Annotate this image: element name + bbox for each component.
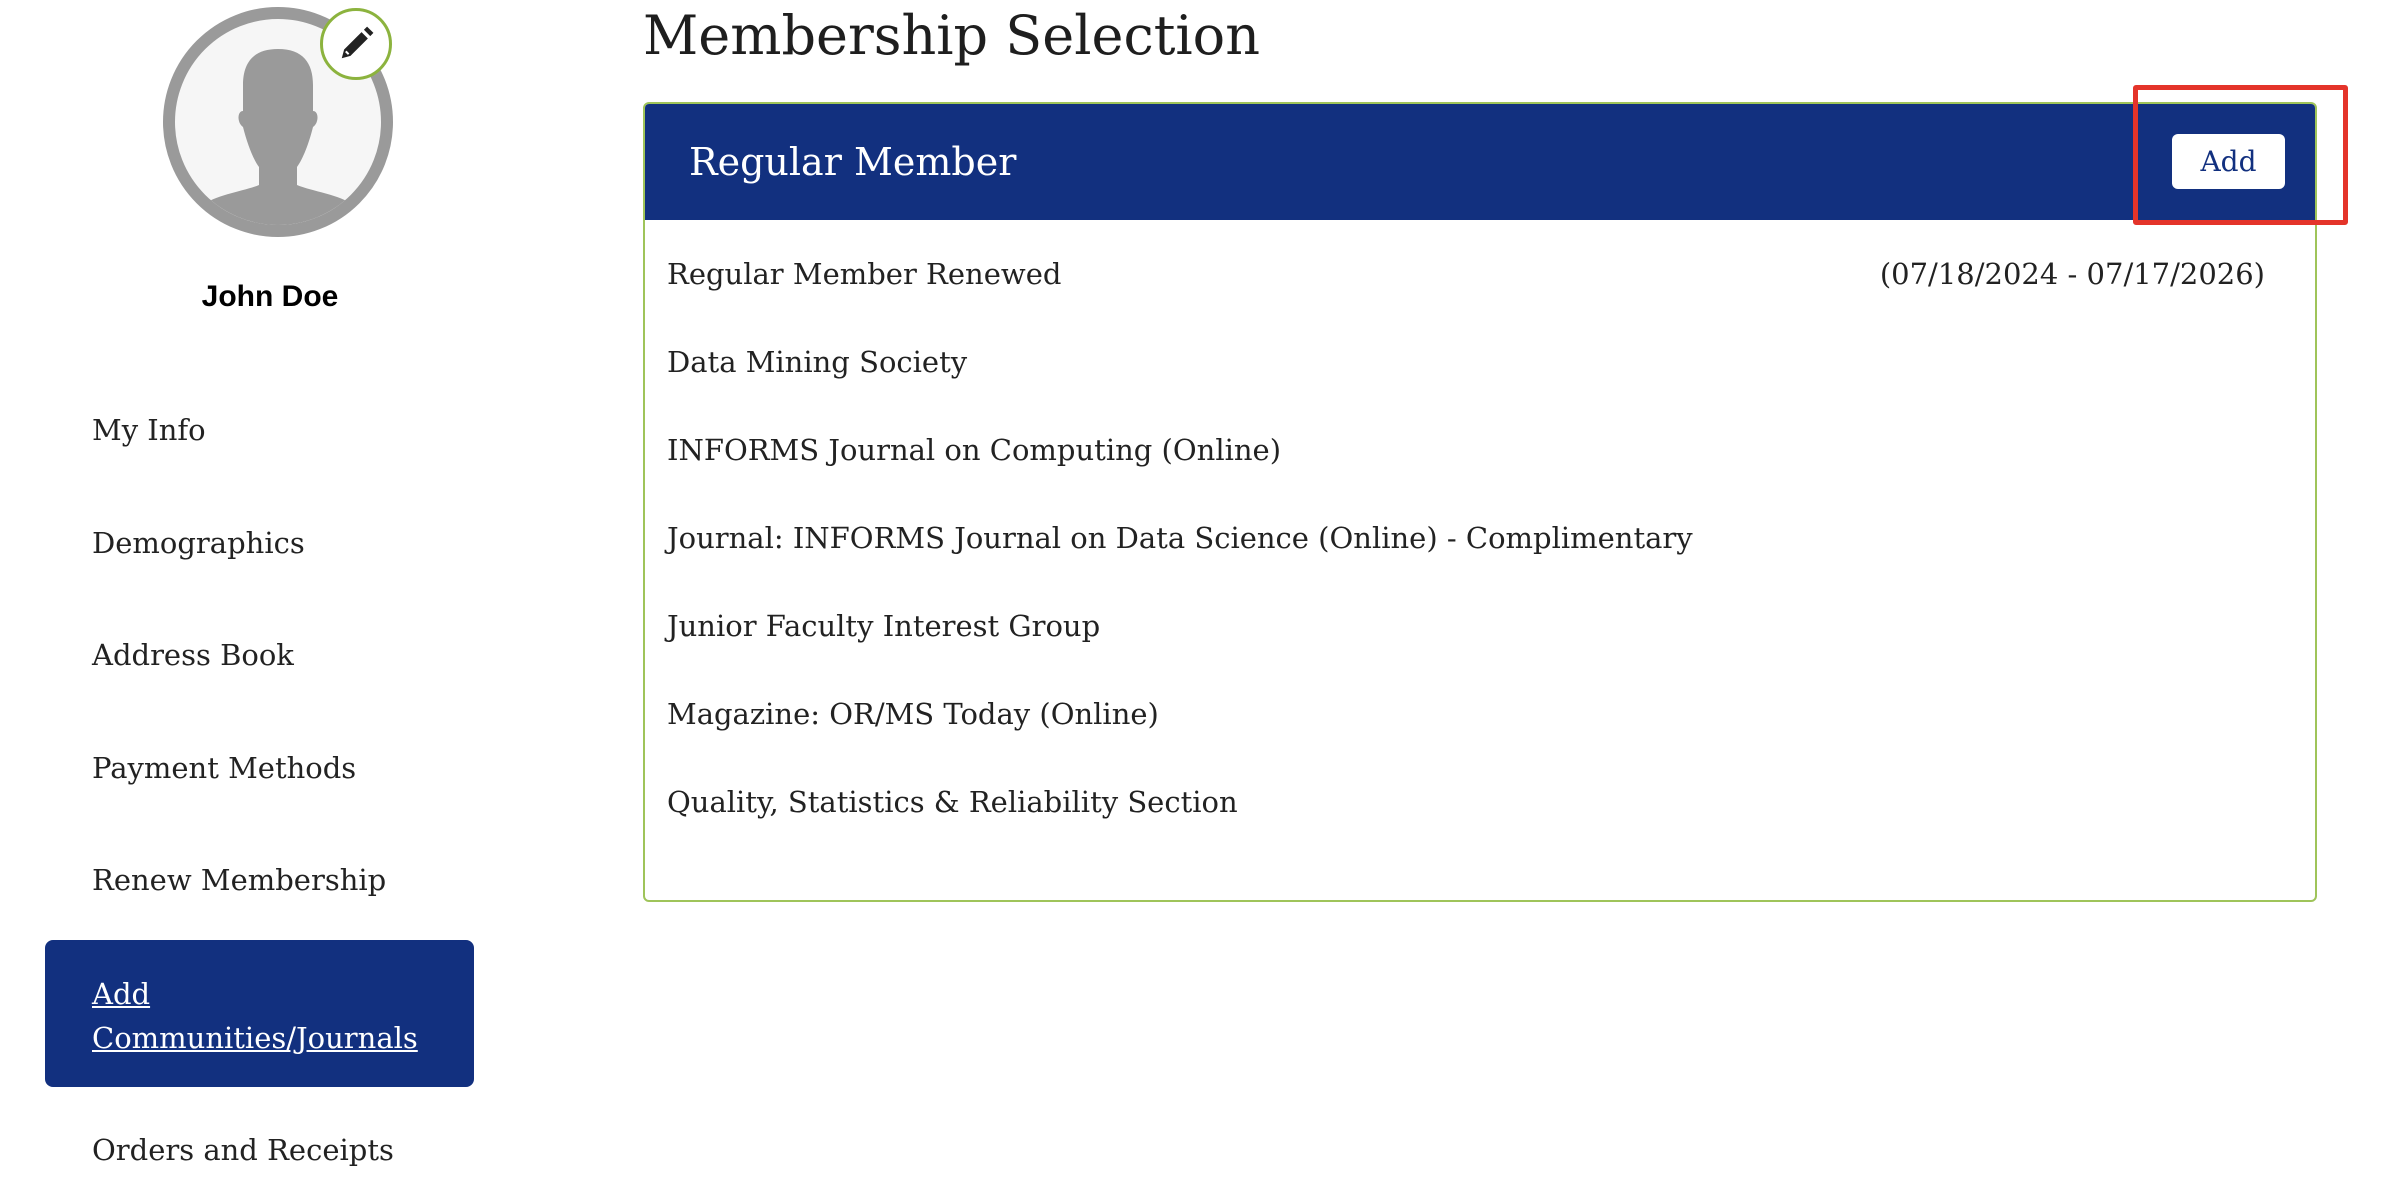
pencil-icon	[337, 25, 375, 63]
sidebar-item-label: Renew Membership	[92, 863, 387, 897]
panel-header	[645, 104, 2315, 220]
sidebar	[0, 0, 560, 1180]
list-item	[667, 782, 2265, 870]
item-name: INFORMS Journal on Computing (Online)	[667, 433, 1282, 467]
list-item	[667, 254, 2265, 342]
list-item	[667, 430, 2265, 518]
page-title: Membership Selection	[643, 4, 1260, 67]
sidebar-item-label: Address Book	[92, 638, 294, 672]
sidebar-item-label: Payment Methods	[92, 751, 357, 785]
sidebar-item-demographics[interactable]	[45, 523, 474, 563]
item-dates: (07/18/2024 - 07/17/2026)	[1879, 257, 2265, 291]
sidebar-item-label: Orders and Receipts	[92, 1133, 394, 1167]
sidebar-item-add-communities-journals[interactable]	[45, 940, 474, 1087]
sidebar-item-my-info[interactable]	[45, 410, 474, 450]
list-item	[667, 518, 2265, 606]
sidebar-item-orders-and-receipts[interactable]	[45, 1130, 474, 1170]
item-name: Junior Faculty Interest Group	[667, 609, 1101, 643]
list-item	[667, 606, 2265, 694]
item-name: Regular Member Renewed	[667, 257, 1062, 291]
item-name: Journal: INFORMS Journal on Data Science (Online) - Complimentary	[667, 521, 1693, 555]
item-name: Magazine: OR/MS Today (Online)	[667, 697, 1159, 731]
add-button[interactable]: Add	[2172, 134, 2285, 189]
list-item	[667, 342, 2265, 430]
panel-title: Regular Member	[689, 140, 1017, 184]
membership-panel	[643, 102, 2317, 902]
item-name: Data Mining Society	[667, 345, 968, 379]
sidebar-item-payment-methods[interactable]	[45, 748, 474, 788]
sidebar-item-label: My Info	[92, 413, 206, 447]
sidebar-item-label-line1: Add	[92, 977, 151, 1011]
list-item	[667, 694, 2265, 782]
sidebar-item-label-line2: Communities/Journals	[92, 1021, 418, 1055]
sidebar-item-renew-membership[interactable]	[45, 860, 474, 900]
edit-avatar-button[interactable]	[320, 8, 392, 80]
sidebar-item-label: Demographics	[92, 526, 305, 560]
membership-items-list	[667, 254, 2265, 870]
item-name: Quality, Statistics & Reliability Section	[667, 785, 1238, 819]
sidebar-item-address-book[interactable]	[45, 635, 474, 675]
user-name: John Doe	[201, 280, 339, 313]
